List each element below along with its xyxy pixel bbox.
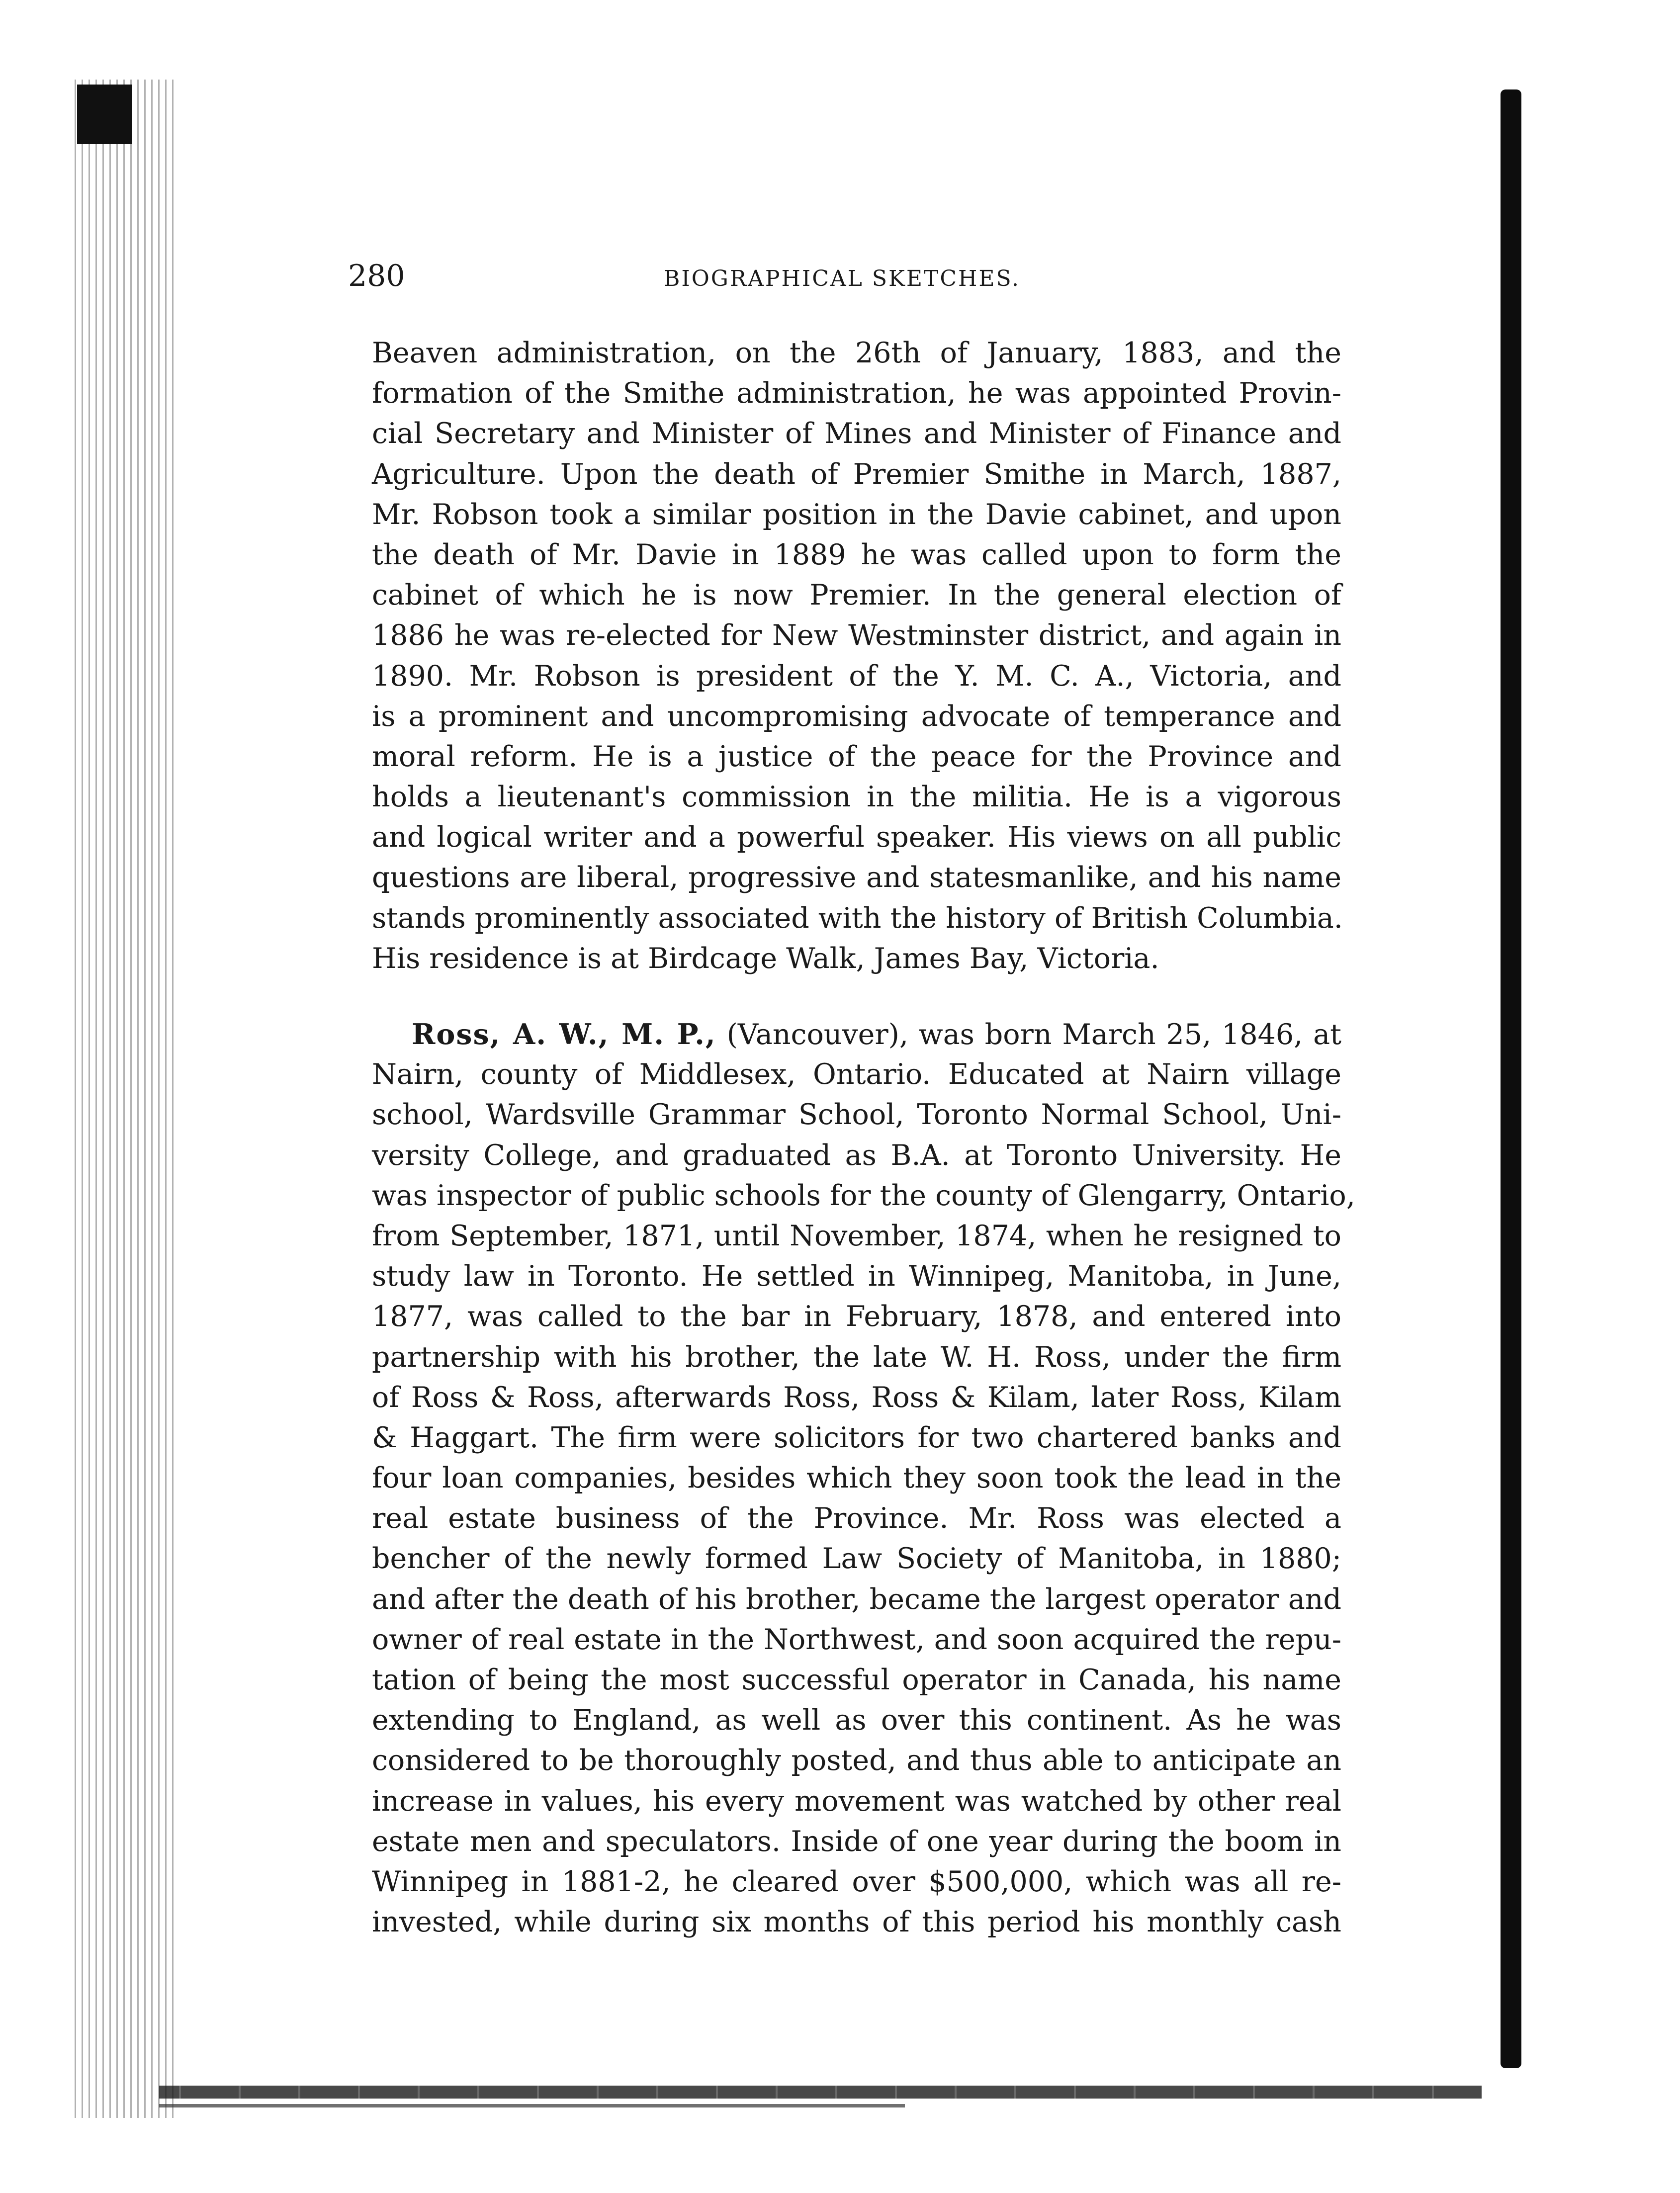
running-head: BIOGRAPHICAL SKETCHES.	[664, 266, 1021, 291]
text-line: considered to be thoroughly posted, and thus able to anticipate an	[372, 1744, 1341, 1777]
text-line: Nairn, county of Middlesex, Ontario. Educated at Nairn village	[372, 1058, 1341, 1091]
bottom-edge-shadow-thin	[159, 2104, 905, 2107]
text-line: cabinet of which he is now Premier. In the general election of	[372, 579, 1341, 612]
text-line: extending to England, as well as over this continent. As he was	[372, 1704, 1341, 1737]
binding-shadow	[75, 80, 174, 2118]
text-line: from September, 1871, until November, 1874, when he resigned to	[372, 1219, 1341, 1252]
bottom-edge-shadow	[159, 2086, 1482, 2099]
text-line: invested, while during six months of this period his monthly cash	[372, 1906, 1341, 1939]
text-line: Winnipeg in 1881-2, he cleared over $500,000, which was all re-	[372, 1865, 1341, 1898]
text-line: 1886 he was re-elected for New Westminster district, and again in	[372, 619, 1341, 652]
paragraph-ross	[372, 1014, 1355, 1942]
text-line: Agriculture. Upon the death of Premier Smithe in March, 1887,	[372, 457, 1341, 491]
text-line: & Haggart. The firm were solicitors for two chartered banks and	[372, 1421, 1341, 1454]
text-line: 1877, was called to the bar in February, 1878, and entered into	[372, 1300, 1341, 1333]
paragraph-robson	[372, 333, 1341, 979]
text-line: tation of being the most successful operator in Canada, his name	[372, 1664, 1341, 1696]
text-line: increase in values, his every movement was watched by other real	[372, 1784, 1341, 1818]
page-number: 280	[348, 259, 405, 293]
paragraph-first-line	[372, 1014, 1341, 1054]
text-line: of Ross & Ross, afterwards Ross, Ross & Kilam, later Ross, Kilam	[372, 1381, 1341, 1414]
text-line: holds a lieutenant's commission in the militia. He is a vigorous	[372, 781, 1341, 814]
text-line: Mr. Robson took a similar position in the Davie cabinet, and upon	[372, 498, 1341, 531]
first-line-text: (Vancouver), was born March 25, 1846, at	[726, 1018, 1342, 1051]
text-line: school, Wardsville Grammar School, Toronto Normal School, Uni-	[372, 1098, 1341, 1132]
text-line: real estate business of the Province. Mr. Ross was elected a	[372, 1502, 1341, 1535]
text-line: stands prominently associated with the history of British Columbia.	[372, 901, 1343, 935]
text-line: partnership with his brother, the late W. H. Ross, under the firm	[372, 1340, 1341, 1374]
text-line: 1890. Mr. Robson is president of the Y. M. C. A., Victoria, and	[372, 659, 1341, 693]
entry-name: Ross, A. W., M. P.,	[412, 1018, 716, 1051]
text-line: cial Secretary and Minister of Mines and Minister of Finance and	[372, 417, 1341, 450]
text-line: formation of the Smithe administration, he was appointed Provin-	[372, 377, 1341, 410]
text-line: is a prominent and uncompromising advocate of temperance and	[372, 700, 1341, 733]
text-line: moral reform. He is a justice of the peace for the Province and	[372, 740, 1341, 773]
text-line: versity College, and graduated as B.A. at Toronto University. He	[372, 1139, 1341, 1172]
text-line: the death of Mr. Davie in 1889 he was called upon to form the	[372, 538, 1341, 571]
text-line: His residence is at Birdcage Walk, James Bay, Victoria.	[372, 942, 1159, 975]
text-line: bencher of the newly formed Law Society of Manitoba, in 1880;	[372, 1542, 1341, 1576]
text-line: questions are liberal, progressive and statesmanlike, and his name	[372, 861, 1341, 894]
binding-corner-shadow	[77, 85, 132, 144]
text-line: owner of real estate in the Northwest, and soon acquired the repu-	[372, 1623, 1341, 1656]
text-line: four loan companies, besides which they soon took the lead in the	[372, 1462, 1341, 1495]
text-line: estate men and speculators. Inside of one year during the boom in	[372, 1825, 1341, 1858]
text-line: was inspector of public schools for the county of Glengarry, Ontario,	[372, 1179, 1355, 1212]
text-line: study law in Toronto. He settled in Winnipeg, Manitoba, in June,	[372, 1260, 1341, 1293]
text-line: and logical writer and a powerful speaker. His views on all public	[372, 821, 1341, 854]
text-line: and after the death of his brother, became the largest operator and	[372, 1582, 1341, 1616]
text-line: Beaven administration, on the 26th of January, 1883, and the	[372, 337, 1341, 369]
right-edge-shadow	[1501, 89, 1521, 2068]
